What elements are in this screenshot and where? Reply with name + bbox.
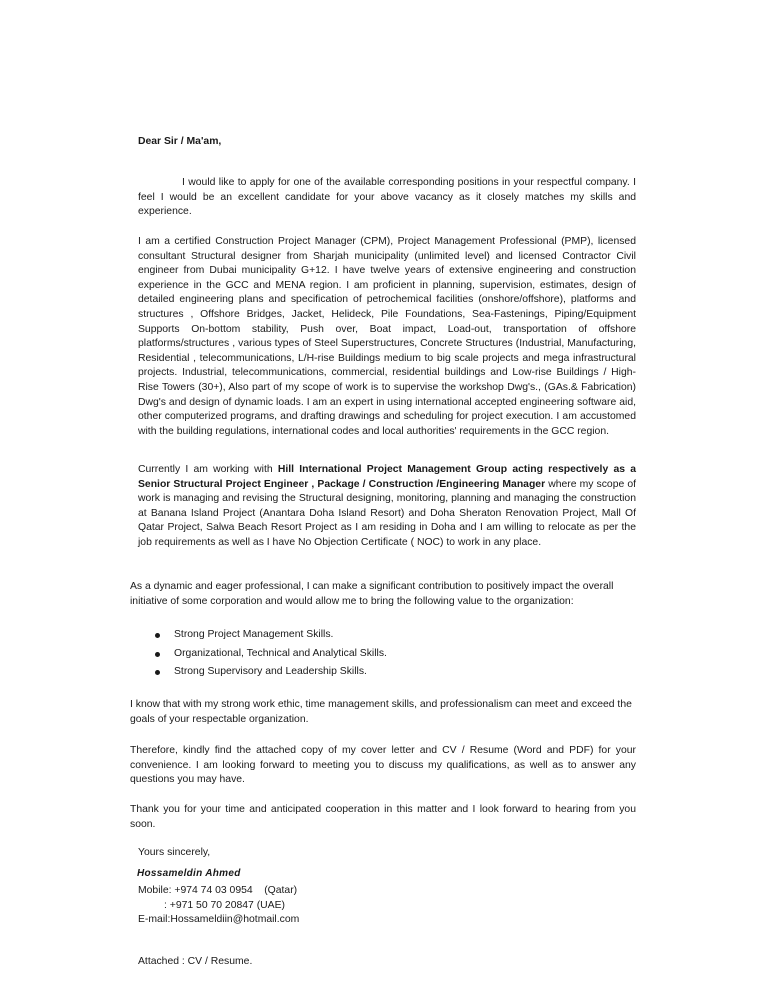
current-role-lead: Currently I am working with bbox=[138, 464, 278, 475]
email: E-mail:Hossameldiin@hotmail.com bbox=[138, 914, 300, 926]
skills-list bbox=[130, 626, 636, 682]
bullet-icon bbox=[155, 652, 160, 657]
thanks-paragraph: Thank you for your time and anticipated cooperation in this matter and I look forward to hearing from you soon. bbox=[130, 804, 636, 830]
mobile-uae: : +971 50 70 20847 (UAE) bbox=[138, 899, 286, 911]
list-item bbox=[130, 663, 636, 682]
signature-name: Hossameldin Ahmed bbox=[137, 868, 241, 879]
current-role-details: where my scope of work is managing and revising the Structural designing, monitoring, planning and managing the construction at Banana Island Project (Anantara Doha Island Resort) and Doha Sheraton Renovation Project, Mall Of Qatar Project, Salwa Beach Resort Project as I am residing in Doha and I am willing to relocate as per the job requirements as well as I have No Objection Certificate ( NOC) to work in any place. bbox=[138, 478, 637, 548]
current-role-paragraph bbox=[138, 463, 636, 551]
contact-block bbox=[138, 884, 299, 928]
bullet-icon bbox=[155, 670, 160, 675]
bullet-icon bbox=[155, 633, 160, 638]
mobile-qatar: Mobile: +974 74 03 0954 (Qatar) bbox=[138, 885, 298, 896]
value-intro-paragraph: As a dynamic and eager professional, I can make a significant contribution to positively impact the overall initiative of some corporation and would allow me to bring the following value to the organization: bbox=[130, 581, 614, 607]
list-item bbox=[130, 626, 636, 645]
current-role-employer-title: Hill International Project Management Group acting respectively as a Senior Structural Project Engineer , Package / Construction /Engineering Manager bbox=[138, 464, 636, 490]
closing: Yours sincerely, bbox=[138, 847, 211, 858]
salutation: Dear Sir / Ma'am, bbox=[138, 136, 222, 147]
skill-label: Organizational, Technical and Analytical Skills. bbox=[174, 647, 387, 659]
experience-paragraph: I am a certified Construction Project Manager (CPM), Project Management Professional (PMP), licensed consultant Structural designer from Sharjah municipality (unlimited level) and licensed Contractor Civil engineer from Dubai municipality G+12. I have twelve years of extensive engineering and construction experience in the GCC and MENA region. I am proficient in planning, supervision, estimates, design of detailed engineering plans and specification of petrochemical facilities (onshore/offshore), platforms and structures , Offshore Bridges, Jacket, Helideck, Pile Foundations, Sea-Fastenings, Piping/Equipment Supports On-bottom stability, Push over, Boat impact, Load-out, transportation of offshore platforms/structures , various types of Steel Superstructures, Concrete Structures (Industrial, Manufacturing, Residential , telecommunications, L/H-rise Buildings medium to big scale projects and mega infrastructural projects. Industrial, telecommunications, commercial, residential buildings and Low-rise Buildings / High-Rise Towers (30+), Also part of my scope of work is to supervise the workshop Dwg's., (GAs.& Fabrication) Dwg's and design of dynamic loads. I am an expert in using international accepted engineering software aid, other computerized programs, and drafting drawings and scheduling for project execution. I am accustomed with the building regulations, international codes and local authorities' requirements in the GCC region. bbox=[138, 236, 636, 437]
skill-label: Strong Supervisory and Leadership Skills. bbox=[174, 666, 367, 677]
work-ethic-paragraph: I know that with my strong work ethic, time management skills, and professionalism can meet and exceed the goals of your respectable organization. bbox=[130, 699, 632, 725]
skill-label: Strong Project Management Skills. bbox=[174, 629, 334, 640]
list-item bbox=[130, 645, 636, 664]
intro-paragraph: I would like to apply for one of the available corresponding positions in your respectful company. I feel I would be an excellent candidate for your above vacancy as it closely matches my skills and experience. bbox=[138, 177, 636, 218]
attachment-note-paragraph: Therefore, kindly find the attached copy of my cover letter and CV / Resume (Word and PDF) for your convenience. I am looking forward to meeting you to discuss my qualifications, as well as to answer any questions you may have. bbox=[130, 745, 636, 786]
attached-note: Attached : CV / Resume. bbox=[138, 956, 253, 967]
